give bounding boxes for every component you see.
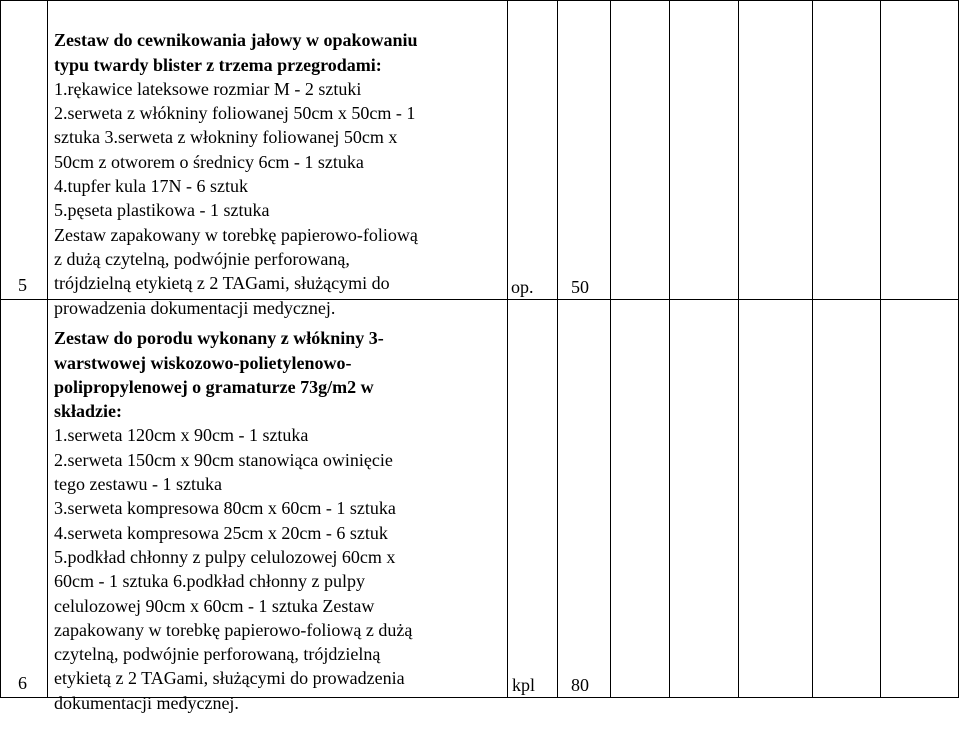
row-number: 5 [18, 275, 27, 295]
column-divider [47, 0, 48, 698]
row-number: 6 [18, 673, 27, 693]
item-details: 1.serweta 120cm x 90cm - 1 sztuka 2.serweta 150cm x 90cm stanowiąca owinięcie tego zestawu - 1 sztuka 3.serweta kompresowa 80cm x 60cm - 1 sztuka 4.serweta kompresowa 25cm x 20cm - 6 sztuk 5.podkład chłonny z pulpy celulozowej 60cm x 60cm - 1 sztuka 6.podkład chłonny z pulpy celulozowej 90cm x 60cm - 1 sztuka Zestaw zapakowany w torebkę papierowo-foliową z dużą czytelną, podwójnie perforowaną, trójdzielną etykietą z 2 TAGami, służącymi do prowadzenia dokumentacji medycznej. [54, 425, 413, 713]
unit-of-measure: kpl [512, 675, 536, 695]
column-divider [557, 0, 558, 698]
item-details: 1.rękawice lateksowe rozmiar M - 2 sztuki 2.serweta z włókniny foliowanej 50cm x 50cm - 1 sztuka 3.serweta z włokniny foliowanej 50cm x 50cm z otworem o średnicy 6cm - 1 sztuka 4.tupfer kula 17N - 6 sztuk 5.pęseta plastikowa - 1 sztuka Zestaw zapakowany w torebkę papierowo-foliową z dużą czytelną, podwójnie perforowaną, trójdzielną etykietą z 2 TAGami, służącymi do prowadzenia dokumentacji medycznej. [54, 78, 418, 318]
column-divider [669, 0, 670, 698]
item-description [54, 4, 504, 344]
item-title: Zestaw do porodu wykonany z włókniny 3- warstwowej wiskozowo-polietylenowo- polipropylenowej o gramaturze 73g/m2 w składzie: [54, 328, 384, 422]
table-border-top [0, 0, 959, 1]
item-title: Zestaw do cewnikowania jałowy w opakowaniu typu twardy blister z trzema przegrodami: [54, 30, 418, 75]
column-divider [610, 0, 611, 698]
column-divider [738, 0, 739, 698]
quantity: 80 [571, 675, 589, 695]
table-border-left [0, 0, 1, 698]
item-description [54, 302, 504, 739]
column-divider [507, 0, 508, 698]
column-divider [812, 0, 813, 698]
quantity: 50 [571, 277, 589, 297]
unit-of-measure: op. [511, 277, 534, 297]
column-divider [880, 0, 881, 698]
